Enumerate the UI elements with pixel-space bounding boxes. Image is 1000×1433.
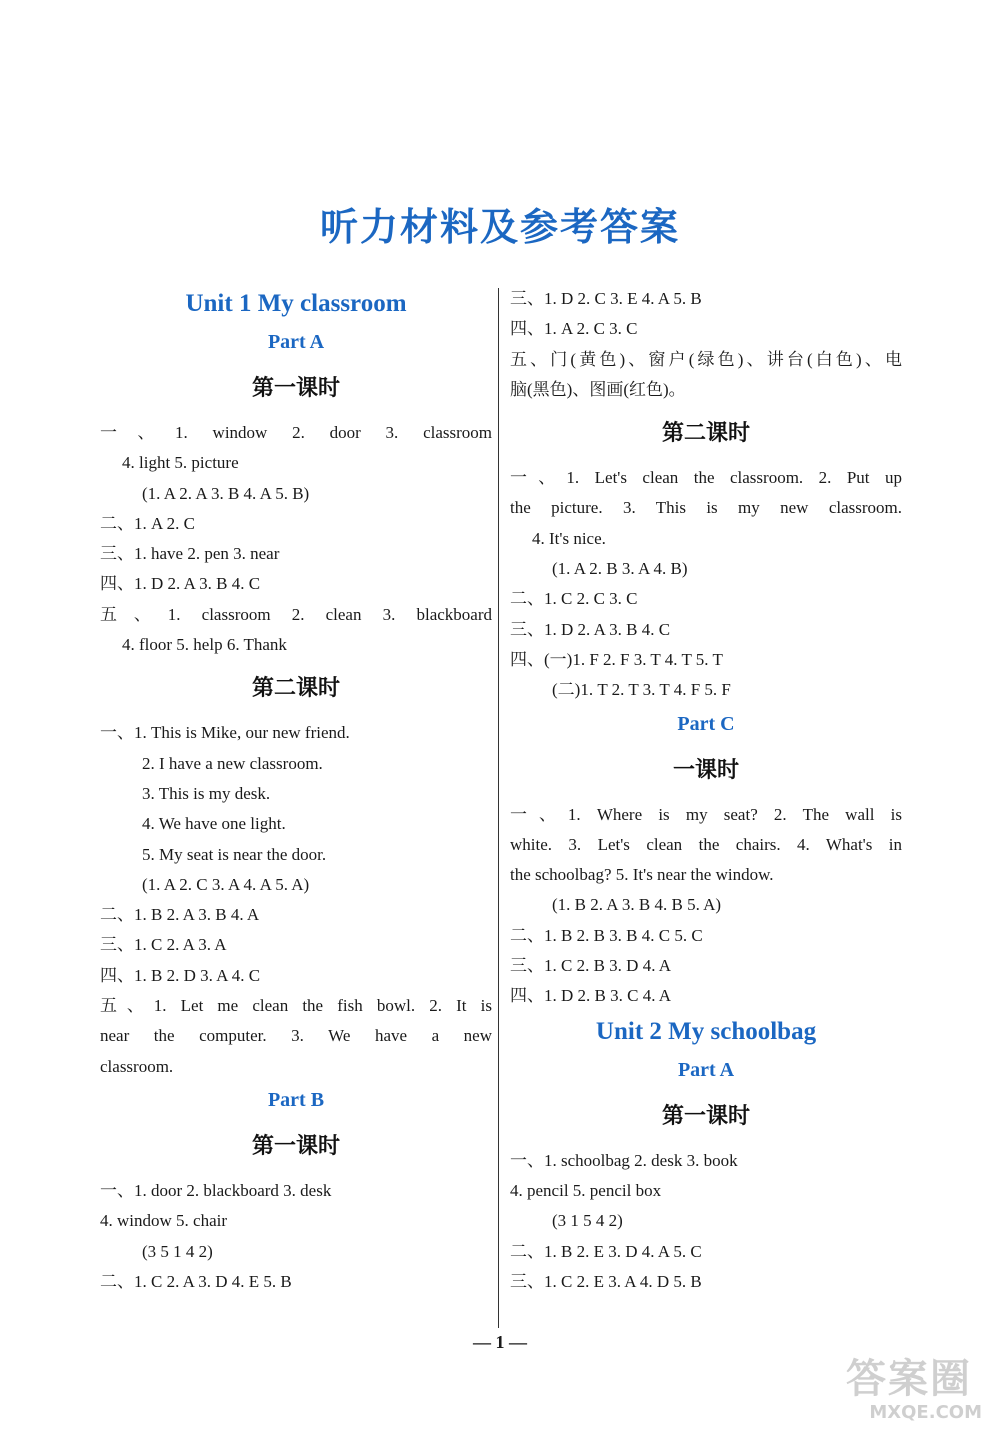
answer-line: 五、1. classroom 2. clean 3. blackboard <box>100 604 492 624</box>
answer-line: (1. A 2. A 3. B 4. A 5. B) <box>142 483 310 503</box>
answer-line: 二、1. B 2. E 3. D 4. A 5. C <box>510 1241 702 1261</box>
answer-line: 4. light 5. picture <box>122 453 239 473</box>
answer-line: 二、1. B 2. B 3. B 4. C 5. C <box>510 925 703 945</box>
answer-line: (3 1 5 4 2) <box>552 1211 623 1231</box>
lesson-heading: 第二课时 <box>251 676 340 702</box>
answer-line: 二、1. B 2. A 3. B 4. A <box>100 905 260 925</box>
answer-line: 三、1. have 2. pen 3. near <box>100 544 280 564</box>
answer-line: 三、1. C 2. E 3. A 4. D 5. B <box>510 1271 702 1291</box>
unit-heading: Unit 2 My schoolbag <box>595 1017 817 1045</box>
answer-line: 三、1. D 2. C 3. E 4. A 5. B <box>510 289 702 308</box>
answer-line: white. 3. Let's clean the chairs. 4. What's in <box>510 834 902 854</box>
answer-line: the picture. 3. This is my new classroom. <box>510 498 902 518</box>
answer-line: 五、1. Let me clean the fish bowl. 2. It is <box>100 996 492 1016</box>
answer-line: 4. pencil 5. pencil box <box>510 1180 662 1200</box>
answer-line: 一、1. This is Mike, our new friend. <box>100 723 350 743</box>
right-column <box>510 284 902 1297</box>
part-heading: Part C <box>677 712 735 735</box>
answer-line: near the computer. 3. We have a new <box>100 1026 492 1046</box>
page-number: — 1 — <box>473 1332 527 1352</box>
answer-line: 一、1. door 2. blackboard 3. desk <box>100 1180 332 1200</box>
answer-line: the schoolbag? 5. It's near the window. <box>510 865 774 885</box>
answer-line: 一、1. Let's clean the classroom. 2. Put up <box>510 468 902 488</box>
answer-line: (3 5 1 4 2) <box>142 1241 213 1261</box>
column-divider <box>498 288 499 1328</box>
part-heading: Part B <box>267 1088 325 1111</box>
part-heading: Part A <box>267 331 325 353</box>
answer-line: 四、1. D 2. B 3. C 4. A <box>510 986 672 1006</box>
answer-line: 四、1. A 2. C 3. C <box>510 319 638 339</box>
answer-line: (二)1. T 2. T 3. T 4. F 5. F <box>552 680 731 700</box>
lesson-heading: 第一课时 <box>251 1133 340 1159</box>
watermark-text: 答案圈 <box>846 1356 972 1402</box>
answer-line: 一、1. Where is my seat? 2. The wall is <box>510 804 902 824</box>
answer-line: 二、1. C 2. C 3. C <box>510 589 638 609</box>
answer-line: (1. B 2. A 3. B 4. B 5. A) <box>552 895 722 915</box>
answer-line: 三、1. C 2. A 3. A <box>100 935 227 955</box>
answer-line: 五、门(黄色)、窗户(绿色)、讲台(白色)、电 <box>510 349 902 369</box>
left-column <box>100 284 492 1297</box>
lesson-heading: 一课时 <box>672 757 739 783</box>
answer-line: 二、1. A 2. C <box>100 513 195 533</box>
answer-line: 4. floor 5. help 6. Thank <box>122 635 287 655</box>
answer-line: classroom. <box>100 1056 174 1076</box>
answer-line: 四、1. B 2. D 3. A 4. C <box>100 965 261 985</box>
answer-line: 4. It's nice. <box>532 528 606 548</box>
answer-line: 脑(黑色)、图画(红色)。 <box>510 379 686 399</box>
answer-line: 二、1. C 2. A 3. D 4. E 5. B <box>100 1271 292 1291</box>
watermark-url: MXQE.COM <box>869 1402 982 1423</box>
page-title: 听力材料及参考答案 <box>319 205 680 249</box>
answer-line: 4. We have one light. <box>142 814 286 834</box>
answer-line: 5. My seat is near the door. <box>142 844 327 864</box>
answer-line: 四、1. D 2. A 3. B 4. C <box>100 574 261 594</box>
answer-line: 三、1. D 2. A 3. B 4. C <box>510 619 671 639</box>
lesson-heading: 第二课时 <box>661 421 750 447</box>
unit-heading: Unit 1 My classroom <box>185 290 407 317</box>
lesson-heading: 第一课时 <box>251 376 340 401</box>
answer-line: 四、(一)1. F 2. F 3. T 4. T 5. T <box>510 649 723 669</box>
answer-line: (1. A 2. B 3. A 4. B) <box>552 559 688 579</box>
lesson-heading: 第一课时 <box>661 1103 750 1129</box>
answer-line: (1. A 2. C 3. A 4. A 5. A) <box>142 874 310 894</box>
answer-line: 一、1. window 2. door 3. classroom <box>100 423 492 442</box>
answer-line: 一、1. schoolbag 2. desk 3. book <box>510 1150 738 1170</box>
part-heading: Part A <box>677 1058 735 1081</box>
answer-line: 三、1. C 2. B 3. D 4. A <box>510 956 672 976</box>
watermark-logo <box>812 1347 982 1423</box>
answer-line: 4. window 5. chair <box>100 1211 228 1231</box>
answer-line: 3. This is my desk. <box>142 783 271 803</box>
answer-line: 2. I have a new classroom. <box>142 753 323 773</box>
